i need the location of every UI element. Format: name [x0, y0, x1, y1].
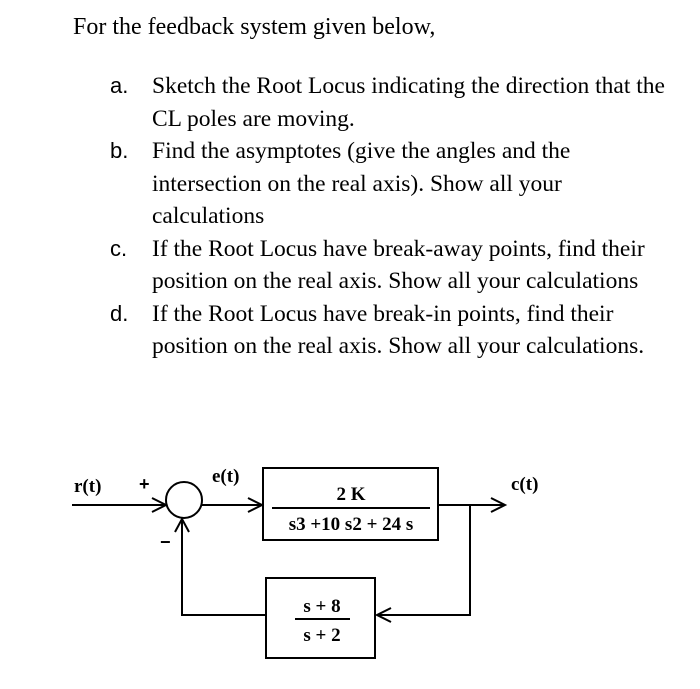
question-text: If the Root Locus have break-in points, find their position on the real axis. Show all your calculations.: [152, 300, 645, 359]
question-marker: c.: [110, 235, 128, 261]
question-marker: a.: [110, 73, 129, 98]
feedback-denominator: s + 2: [303, 625, 341, 646]
question-text: Sketch the Root Locus indicating the direction that the CL poles are moving.: [152, 73, 665, 132]
summing-junction: [166, 482, 202, 518]
question-marker: d.: [110, 300, 129, 326]
forward-denominator: s3 +10 s2 + 24 s: [288, 514, 414, 535]
feedback-path-left: [182, 519, 266, 615]
question-text: If the Root Locus have break-away points, find their position on the real axis. Show all your calculations: [152, 235, 645, 294]
feedback-numerator: s + 8: [303, 596, 341, 617]
minus-sign: −: [160, 532, 171, 552]
question-text: Find the asymptotes (give the angles and the intersection on the real axis). Show all your calculations: [152, 138, 571, 229]
input-label: r(t): [74, 476, 102, 497]
output-label: c(t): [511, 474, 539, 495]
plus-sign: +: [139, 474, 150, 494]
forward-numerator: 2 K: [336, 484, 366, 505]
problem-intro: For the feedback system given below,: [73, 14, 436, 40]
error-label: e(t): [212, 466, 240, 487]
question-marker: b.: [110, 138, 129, 163]
